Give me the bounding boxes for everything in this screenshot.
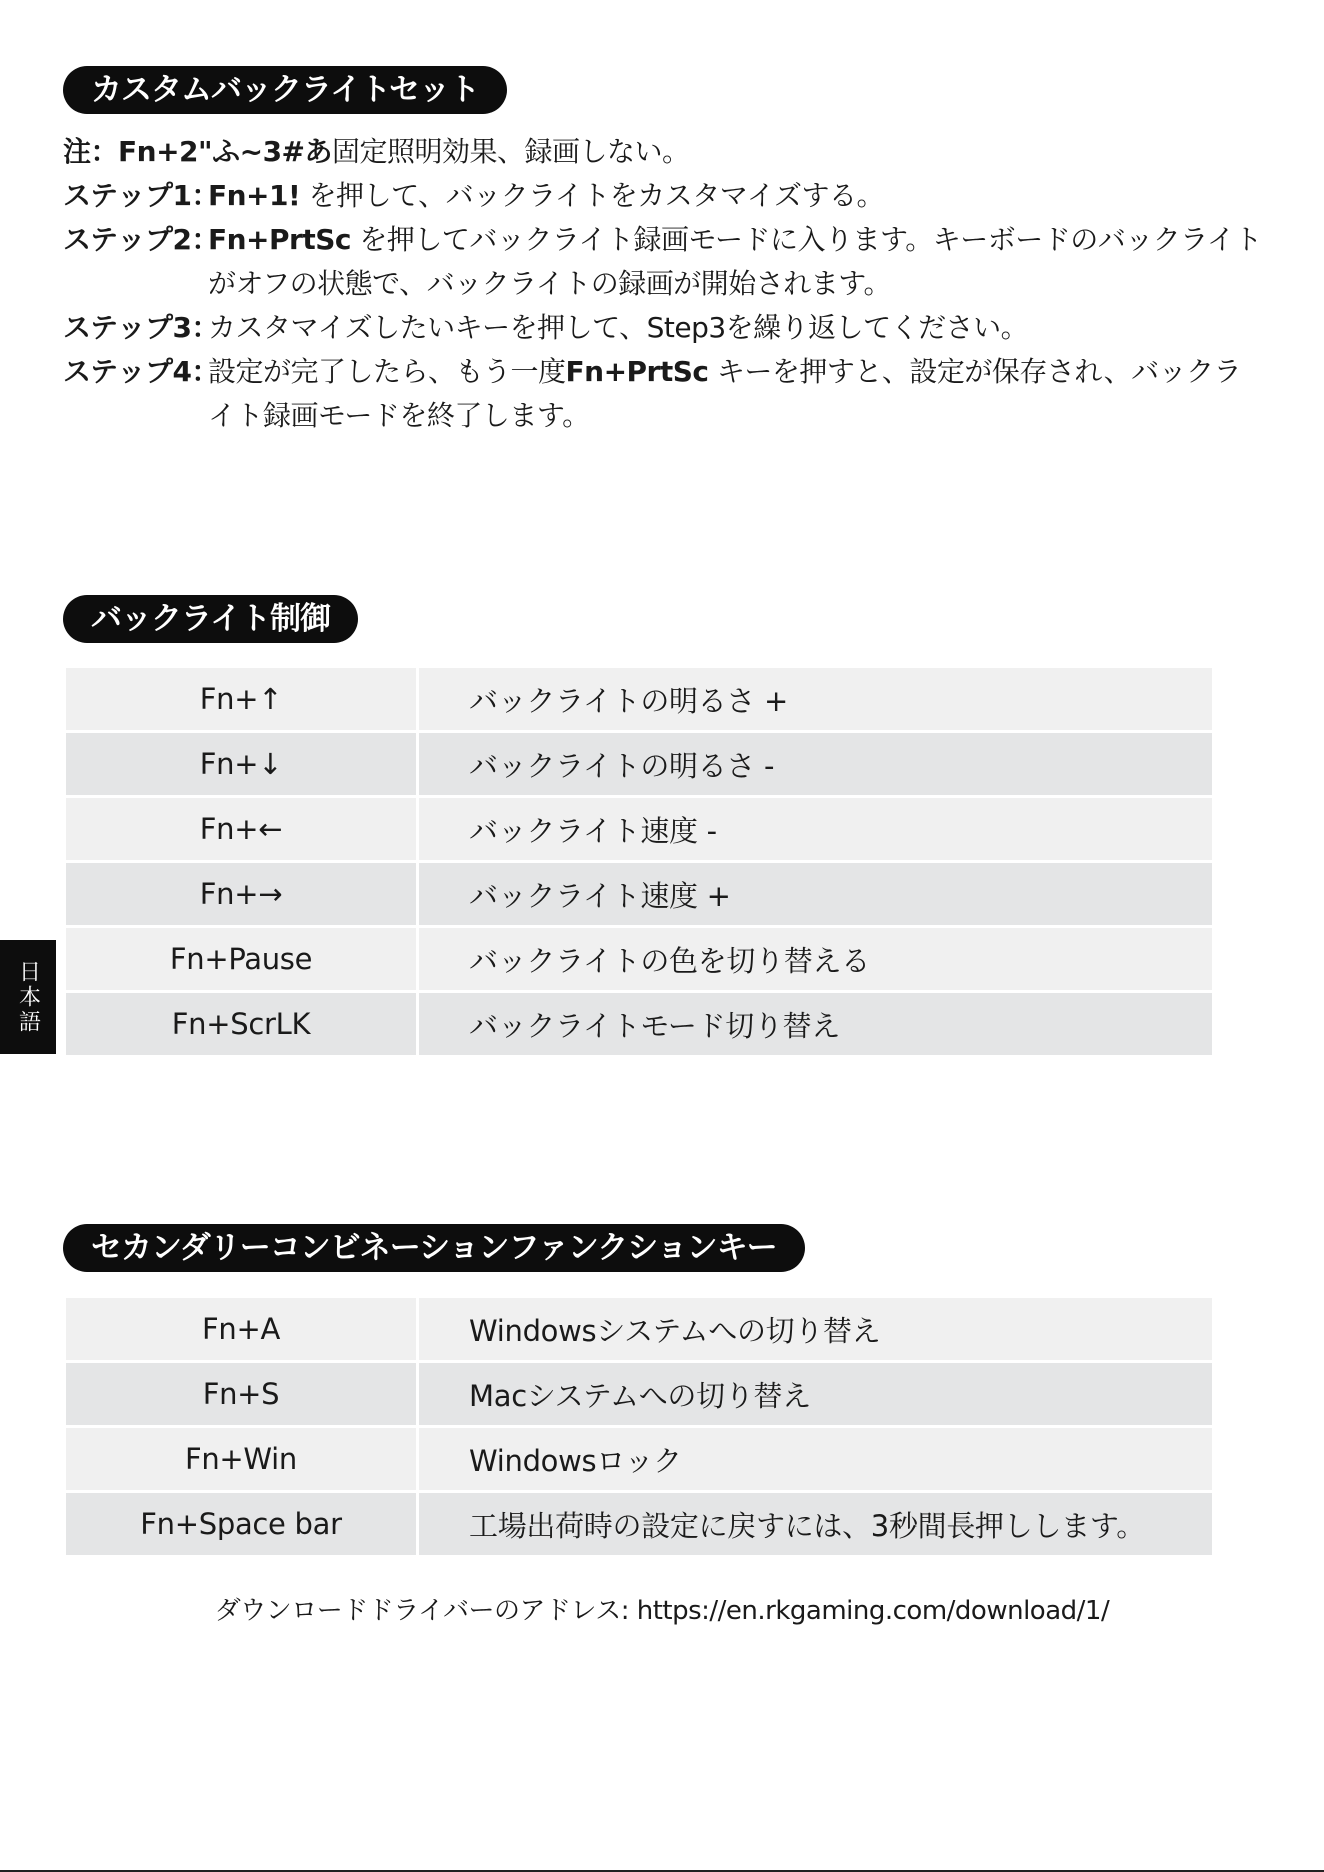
step-4-body [208, 350, 1263, 438]
section-title-secondary-keys: セカンダリーコンビネーションファンクションキー [63, 1224, 805, 1272]
key-description: バックライト速度 + [418, 862, 1214, 927]
step-2-body [208, 218, 1263, 306]
backlight-control-table [63, 665, 1215, 1058]
table-row [65, 1297, 1214, 1362]
step-1-text: を押して、バックライトをカスタマイズする。 [300, 179, 884, 212]
step-1-body [208, 174, 1263, 218]
key-description: バックライト速度 - [418, 797, 1214, 862]
key-description: バックライトの色を切り替える [418, 927, 1214, 992]
key-combo: Fn+Win [65, 1427, 418, 1492]
step-2 [63, 218, 1263, 306]
key-combo: Fn+A [65, 1297, 418, 1362]
language-tab [0, 940, 56, 1054]
step-2-keys: Fn+PrtSc [208, 223, 351, 256]
key-combo: Fn+Pause [65, 927, 418, 992]
step-4 [63, 350, 1263, 438]
step-4-text-before: 設定が完了したら、もう一度 [208, 355, 566, 388]
key-combo: Fn+← [65, 797, 418, 862]
step-1 [63, 174, 1263, 218]
key-description: Windowsシステムへの切り替え [418, 1297, 1214, 1362]
section-title-custom-backlight: カスタムバックライトセット [63, 66, 507, 114]
language-tab-label: 日本語 [15, 959, 41, 1035]
table-row [65, 992, 1214, 1057]
table-row [65, 927, 1214, 992]
table-row [65, 862, 1214, 927]
step-1-label: ステップ1： [63, 179, 219, 212]
table-row [65, 1362, 1214, 1427]
key-description: バックライトモード切り替え [418, 992, 1214, 1057]
note-line [63, 130, 1263, 174]
key-combo: Fn+→ [65, 862, 418, 927]
key-combo: Fn+S [65, 1362, 418, 1427]
key-description: Macシステムへの切り替え [418, 1362, 1214, 1427]
table-row [65, 667, 1214, 732]
key-description: バックライトの明るさ + [418, 667, 1214, 732]
note-body [118, 130, 1263, 174]
step-4-text-after: キーを押すと、設定が保存され、バックライト録画モードを終了します。 [208, 355, 1242, 432]
step-2-text: を押してバックライト録画モードに入ります。キーボードのバックライトがオフの状態で、バックライトの録画が開始されます。 [208, 223, 1262, 300]
step-3 [63, 306, 1263, 350]
step-4-keys: Fn+PrtSc [565, 355, 709, 388]
key-combo: Fn+↑ [65, 667, 418, 732]
step-1-keys: Fn+1! [208, 179, 301, 212]
key-combo: Fn+↓ [65, 732, 418, 797]
key-description: Windowsロック [418, 1427, 1214, 1492]
table-row [65, 1492, 1214, 1557]
key-combo: Fn+ScrLK [65, 992, 418, 1057]
key-description: 工場出荷時の設定に戻すには、3秒間長押しします。 [418, 1492, 1214, 1557]
step-3-text: カスタマイズしたいキーを押して、Step3を繰り返してください。 [208, 311, 1029, 344]
key-description: バックライトの明るさ - [418, 732, 1214, 797]
table-row [65, 732, 1214, 797]
note-keys: Fn+2"ふ~3#あ [118, 135, 333, 168]
table-row [65, 797, 1214, 862]
note-text: 固定照明効果、録画しない。 [332, 135, 690, 168]
key-combo: Fn+Space bar [65, 1492, 418, 1557]
secondary-keys-table [63, 1295, 1215, 1558]
download-address: ダウンロードドライバーのアドレス: https://en.rkgaming.com/download/1/ [214, 1596, 1110, 1626]
table-row [65, 1427, 1214, 1492]
step-2-label: ステップ2： [63, 223, 219, 256]
section-title-backlight-control: バックライト制御 [63, 595, 358, 643]
step-4-label: ステップ4： [63, 355, 219, 388]
note-label: 注： [63, 135, 119, 168]
custom-backlight-instructions [63, 130, 1263, 438]
step-3-label: ステップ3： [63, 311, 219, 344]
